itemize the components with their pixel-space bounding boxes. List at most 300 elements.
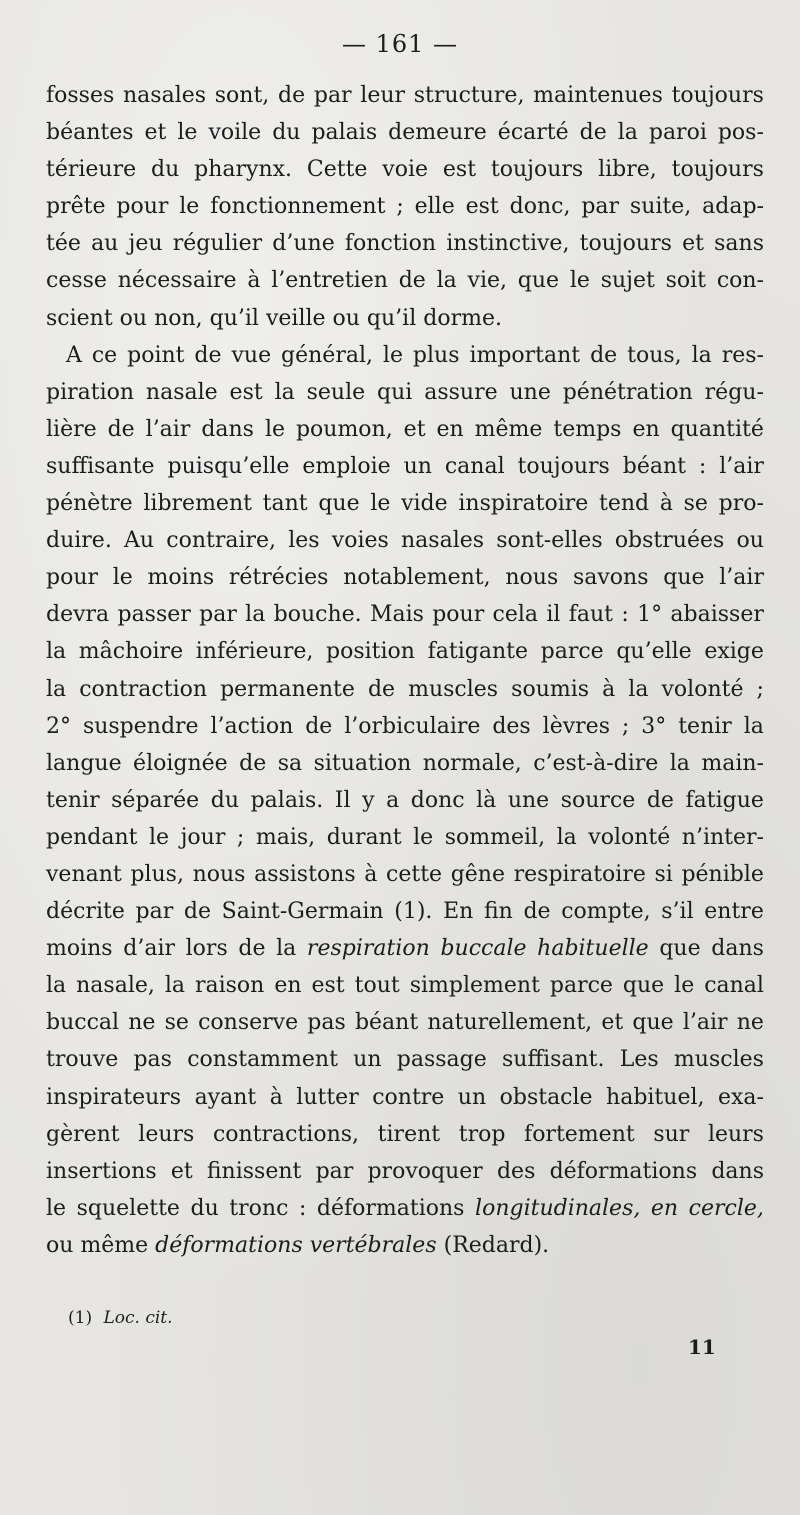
word: de: [523, 899, 551, 925]
word: Il: [334, 787, 351, 813]
word: durant: [326, 824, 402, 850]
word: du: [272, 120, 301, 146]
word: finissent: [206, 1158, 302, 1184]
word: cercle,: [688, 1195, 764, 1221]
word: pas: [133, 1047, 172, 1073]
word: ou: [736, 528, 764, 554]
word: assure: [424, 379, 498, 405]
word: et: [170, 1158, 193, 1184]
word: qu’elle: [616, 639, 692, 665]
word: emploie: [302, 453, 391, 479]
word: contraire,: [166, 528, 277, 554]
word: moins: [147, 565, 215, 591]
word: En: [443, 899, 474, 925]
word: que: [663, 565, 705, 591]
word: gêne: [450, 861, 505, 887]
word: des: [496, 1158, 536, 1184]
word: la: [276, 936, 297, 962]
text-line: [46, 633, 764, 670]
word: la: [436, 268, 457, 294]
word: nasale: [145, 379, 218, 405]
word: faut: [568, 602, 614, 628]
word: de: [367, 676, 396, 702]
word: par: [199, 602, 237, 628]
word: obstruées: [614, 528, 725, 554]
word: toujours: [671, 157, 764, 183]
word: et: [601, 1010, 624, 1036]
word: de: [398, 268, 426, 294]
word: l’air: [719, 453, 764, 479]
text-line: [46, 337, 764, 374]
word: obstacle: [499, 1084, 593, 1110]
word: volonté: [588, 824, 671, 850]
word: déformations: [316, 1195, 465, 1221]
word: leur: [360, 83, 406, 108]
word: puisqu’elle: [167, 453, 290, 479]
body-text: [46, 77, 764, 1264]
word: provoquer: [367, 1158, 483, 1184]
word: voie: [382, 157, 429, 183]
word: y: [362, 787, 375, 813]
text-line: [46, 1004, 764, 1041]
text-line: [46, 225, 764, 262]
word: tronc: [229, 1195, 289, 1221]
word: un: [353, 1047, 382, 1073]
word: trouve: [46, 1047, 119, 1073]
word: même: [474, 416, 543, 442]
word: est: [442, 157, 477, 183]
word: muscles: [673, 1047, 764, 1073]
word: sur: [653, 1121, 690, 1147]
word: venant: [46, 861, 122, 887]
word: a: [386, 787, 400, 813]
text-line: [46, 930, 764, 967]
word: paroi: [648, 120, 707, 146]
word: général,: [281, 342, 373, 368]
word: constamment: [187, 1047, 338, 1073]
text-line: [46, 782, 764, 819]
word: pharynx.: [194, 157, 293, 183]
word: habituel,: [606, 1084, 705, 1110]
word: de: [238, 936, 266, 962]
word: :: [698, 453, 707, 479]
word: ;: [236, 824, 245, 850]
word: respiratoire: [513, 861, 646, 887]
word: l’action: [210, 713, 294, 739]
word: rétrécies: [228, 565, 329, 591]
word: de: [646, 787, 674, 813]
word: là: [476, 787, 497, 813]
word: est: [229, 379, 263, 405]
word: il: [546, 602, 561, 628]
word: lière: [46, 416, 97, 442]
text-line: [46, 77, 764, 114]
word: ce: [91, 342, 118, 368]
word: le: [264, 416, 285, 442]
word: inspirateurs: [46, 1084, 182, 1110]
word: la: [46, 676, 67, 702]
word: pos-: [717, 120, 764, 146]
word: le: [674, 973, 695, 999]
word: situation: [313, 750, 412, 776]
word: le: [149, 824, 170, 850]
word: volonté: [661, 676, 744, 702]
word: un: [457, 1084, 487, 1110]
word: 3°: [641, 713, 667, 739]
word: térieure: [46, 157, 137, 183]
word: canal: [704, 973, 764, 999]
word: vie,: [467, 268, 507, 294]
word: régulier: [172, 231, 263, 257]
word: toujours: [671, 83, 764, 108]
text-line: [46, 262, 764, 299]
text-line: [46, 151, 764, 188]
text-line: [46, 485, 764, 522]
word: palais: [311, 120, 378, 146]
word: que: [632, 1010, 674, 1036]
word: de: [183, 899, 211, 925]
word: squelette: [76, 1195, 180, 1221]
word: insertions: [46, 1158, 157, 1184]
word: d’une: [272, 231, 335, 257]
word: Les: [619, 1047, 659, 1073]
word: Mais: [369, 602, 424, 628]
text-line: [46, 708, 764, 745]
word: devra: [46, 602, 110, 628]
word: Au: [124, 528, 155, 554]
word: plus: [412, 342, 460, 368]
word: du: [151, 157, 180, 183]
word: parce: [540, 639, 604, 665]
word: que: [622, 973, 665, 999]
word: béant: [622, 453, 686, 479]
word: se: [164, 1010, 189, 1036]
word: c’est-à-dire: [533, 750, 659, 776]
word: bouche.: [273, 602, 362, 628]
word: jour: [180, 824, 226, 850]
text-line: [46, 188, 764, 225]
word: à: [269, 1084, 283, 1110]
word: béant: [354, 1010, 419, 1036]
word: tout: [354, 973, 400, 999]
word: la: [274, 379, 295, 405]
word: pour: [432, 602, 485, 628]
word: à: [602, 676, 616, 702]
word: se: [683, 491, 708, 517]
word: structure,: [413, 83, 525, 108]
word: sa: [277, 750, 303, 776]
word: vide: [401, 491, 448, 517]
text-line: [46, 522, 764, 559]
text-line: scient ou non, qu’il veille ou qu’il dorme.: [46, 305, 502, 331]
word: fonction: [344, 231, 437, 257]
word: fatigue: [685, 787, 764, 813]
word: et: [144, 120, 167, 146]
word: voies: [331, 528, 389, 554]
word: entre: [704, 899, 764, 925]
footnote: [68, 1308, 173, 1328]
word: elle: [414, 194, 455, 220]
word: de: [305, 713, 333, 739]
word: des: [492, 713, 531, 739]
word: suite,: [629, 194, 692, 220]
word: l’air: [719, 565, 764, 591]
word: quantité: [670, 416, 764, 442]
word: que: [318, 491, 360, 517]
word: simplement: [409, 973, 540, 999]
word: ;: [396, 194, 404, 220]
word: plus,: [130, 861, 184, 887]
signature-mark: 11: [688, 1335, 716, 1359]
text-line: [46, 1041, 764, 1078]
word: soit: [665, 268, 707, 294]
word: par: [135, 899, 174, 925]
text-line: [46, 114, 764, 151]
word: A: [66, 342, 82, 368]
page-number: — 161 —: [341, 30, 459, 58]
word: par: [315, 1158, 354, 1184]
word: voile: [208, 120, 262, 146]
text-run: ou même: [46, 1232, 156, 1258]
word: pour: [116, 194, 169, 220]
word: que: [517, 268, 560, 294]
word: en: [650, 1195, 679, 1221]
text-run: (Redard).: [436, 1232, 550, 1258]
word: vue: [231, 342, 272, 368]
word: librement: [143, 491, 252, 517]
word: sommeil,: [444, 824, 546, 850]
word: pénible: [681, 861, 764, 887]
word: en: [632, 416, 660, 442]
word: pénètre: [46, 491, 133, 517]
word: la: [164, 973, 185, 999]
word: compte,: [561, 899, 651, 925]
word: toujours: [517, 453, 610, 479]
word: est: [311, 973, 345, 999]
word: jeu: [128, 231, 163, 257]
word: contraction: [79, 676, 208, 702]
word: de: [239, 750, 267, 776]
word: exige: [704, 639, 764, 665]
word: ayant: [194, 1084, 257, 1110]
word: et: [403, 416, 426, 442]
word: maintenues: [533, 83, 663, 108]
word: fatigante: [427, 639, 528, 665]
word: nasales: [401, 528, 485, 554]
italic-run: déformations vertébrales: [155, 1232, 437, 1258]
word: contre: [372, 1084, 445, 1110]
word: le: [370, 491, 391, 517]
word: mâchoire: [78, 639, 184, 665]
text-line: [46, 1116, 764, 1153]
word: béantes: [46, 120, 134, 146]
word: instinctive,: [446, 231, 570, 257]
word: prête: [46, 194, 106, 220]
word: tant: [262, 491, 308, 517]
footnote-marker: (1): [68, 1308, 93, 1328]
word: qui: [377, 379, 413, 405]
word: Cette: [306, 157, 368, 183]
word: habituelle: [537, 936, 649, 962]
word: lèvres: [542, 713, 610, 739]
word: nasale,: [76, 973, 155, 999]
word: respiration: [306, 936, 430, 962]
text-line: [46, 374, 764, 411]
word: une: [507, 787, 550, 813]
word: le: [413, 824, 434, 850]
word: la: [669, 750, 690, 776]
word: décrite: [46, 899, 125, 925]
word: donc,: [509, 194, 571, 220]
text-line: [46, 967, 764, 1004]
word: ne: [736, 1010, 764, 1036]
word: l’orbiculaire: [344, 713, 481, 739]
word: fin: [483, 899, 513, 925]
word: pour: [46, 565, 99, 591]
word: :: [621, 602, 629, 628]
word: suffisant.: [501, 1047, 605, 1073]
word: si: [654, 861, 673, 887]
word: ;: [621, 713, 630, 739]
word: nasales: [123, 83, 207, 108]
word: par: [581, 194, 620, 220]
word: l’air: [682, 1010, 728, 1036]
word: permanente: [220, 676, 355, 702]
word: la: [691, 342, 712, 368]
word: inspiratoire: [458, 491, 589, 517]
word: longitudinales,: [475, 1195, 641, 1221]
word: soumis: [511, 676, 590, 702]
word: passage: [396, 1047, 487, 1073]
word: toujours: [490, 157, 584, 183]
word: con-: [716, 268, 764, 294]
word: la: [617, 120, 638, 146]
word: suffisante: [46, 453, 155, 479]
word: du: [190, 1195, 219, 1221]
word: de: [107, 416, 135, 442]
word: la: [245, 602, 266, 628]
word: parce: [549, 973, 613, 999]
word: le: [46, 1195, 67, 1221]
word: trop: [458, 1121, 506, 1147]
word: savons: [572, 565, 649, 591]
word: inférieure,: [195, 639, 314, 665]
text-line: [46, 1079, 764, 1116]
word: 2°: [46, 713, 71, 739]
word: à: [659, 491, 673, 517]
word: leurs: [138, 1121, 195, 1147]
text-line: [46, 596, 764, 633]
word: abaisser: [670, 602, 764, 628]
word: notablement,: [343, 565, 491, 591]
text-line: [46, 671, 764, 708]
word: contractions,: [212, 1121, 360, 1147]
word: canal: [444, 453, 505, 479]
word: le: [177, 120, 198, 146]
word: sans: [714, 231, 764, 257]
word: d’air: [123, 936, 175, 962]
word: libre,: [598, 157, 657, 183]
word: régu-: [704, 379, 764, 405]
word: tous,: [627, 342, 682, 368]
footnote-text: Loc. cit.: [103, 1308, 173, 1328]
word: du: [210, 787, 240, 813]
word: que: [659, 936, 701, 962]
text-line: [46, 1190, 764, 1227]
word: (1).: [394, 899, 433, 925]
word: pas: [307, 1010, 346, 1036]
word: le: [179, 194, 200, 220]
word: gèrent: [46, 1121, 120, 1147]
word: 1°: [637, 602, 663, 628]
word: sont,: [214, 83, 270, 108]
word: piration: [46, 379, 135, 405]
word: leurs: [707, 1121, 764, 1147]
word: toujours: [579, 231, 672, 257]
word: donc: [410, 787, 465, 813]
word: tend: [598, 491, 650, 517]
word: fonctionnement: [210, 194, 386, 220]
word: la: [628, 676, 649, 702]
word: éloignée: [133, 750, 228, 776]
word: exa-: [717, 1084, 764, 1110]
word: à: [247, 268, 261, 294]
text-line: [46, 893, 764, 930]
text-line: [46, 559, 764, 596]
word: seule: [306, 379, 366, 405]
word: de: [278, 83, 306, 108]
word: cela: [492, 602, 539, 628]
word: au: [91, 231, 119, 257]
word: et: [682, 231, 704, 257]
word: res-: [721, 342, 764, 368]
word: de: [194, 342, 222, 368]
text-line: [46, 1153, 764, 1190]
word: l’entretien: [271, 268, 388, 294]
word: suspendre: [82, 713, 199, 739]
word: ;: [756, 676, 764, 702]
word: lors: [185, 936, 228, 962]
word: raison: [194, 973, 265, 999]
text-line: [46, 1227, 764, 1264]
word: buccale: [440, 936, 527, 962]
word: point: [127, 342, 185, 368]
word: le: [112, 565, 133, 591]
word: sont-elles: [496, 528, 603, 554]
word: la: [556, 824, 577, 850]
word: lutter: [296, 1084, 359, 1110]
word: nous: [192, 861, 246, 887]
word: demeure: [388, 120, 487, 146]
word: naturellement,: [427, 1010, 593, 1036]
word: assistons: [254, 861, 356, 887]
word: duire.: [46, 528, 112, 554]
word: cette: [386, 861, 443, 887]
word: une: [509, 379, 551, 405]
word: fosses: [46, 83, 115, 108]
word: sujet: [600, 268, 655, 294]
word: de: [590, 342, 618, 368]
word: ne: [128, 1010, 156, 1036]
word: pro-: [718, 491, 764, 517]
word: écarté: [497, 120, 569, 146]
word: s’il: [661, 899, 694, 925]
word: la: [743, 713, 764, 739]
word: n’inter-: [681, 824, 764, 850]
word: poumon,: [295, 416, 393, 442]
word: mais,: [255, 824, 316, 850]
word: Saint-Germain: [221, 899, 384, 925]
